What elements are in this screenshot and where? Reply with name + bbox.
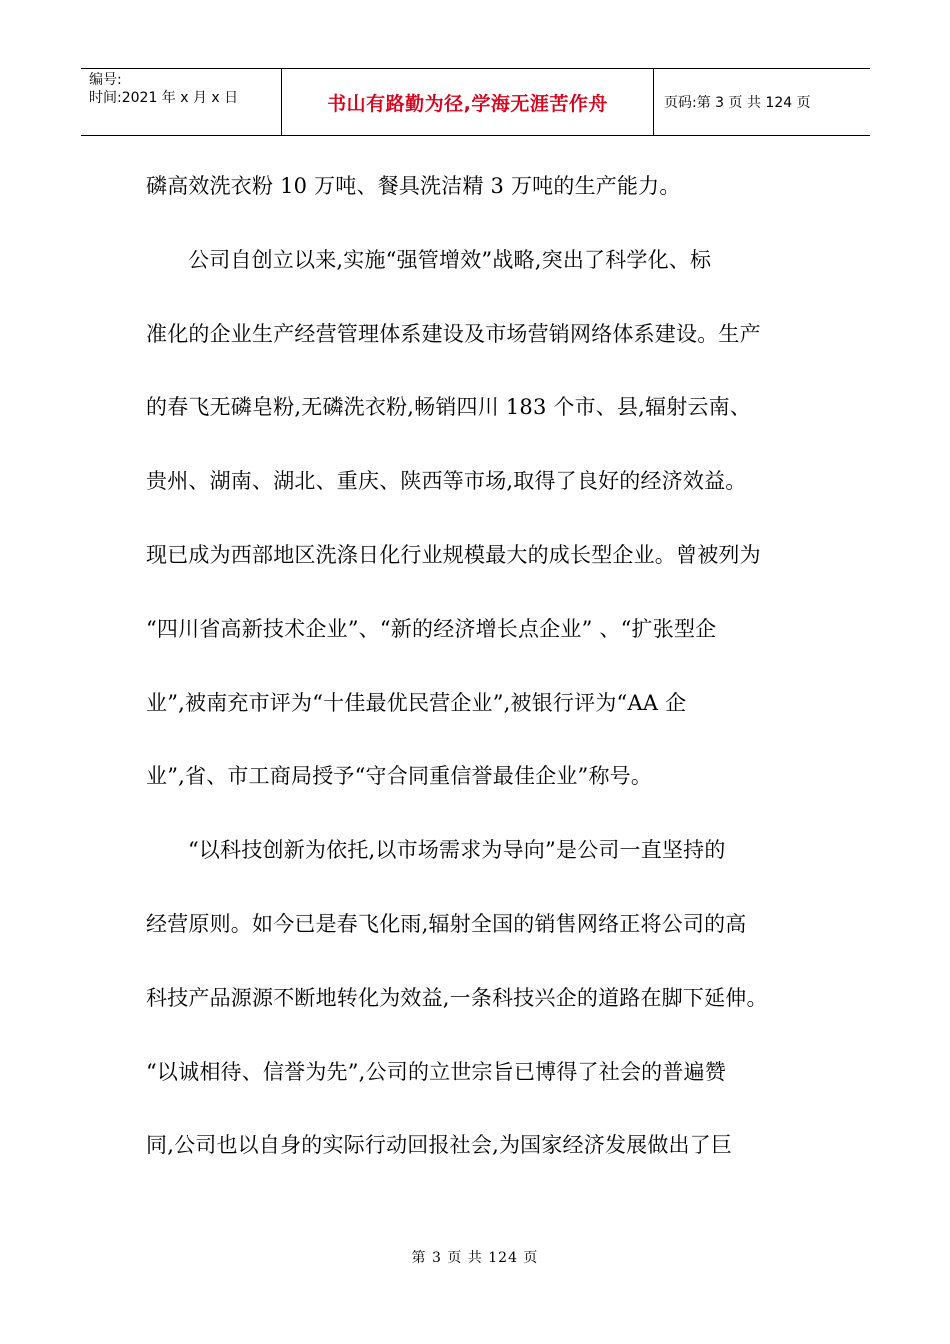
body-line: 准化的企业生产经营管理体系建设及市场营销网络体系建设。生产 (146, 321, 761, 346)
body-line: 现已成为西部地区洗涤日化行业规模最大的成长型企业。曾被列为 (146, 542, 761, 567)
body-line: 经营原则。如今已是春飞化雨,辐射全国的销售网络正将公司的高 (146, 911, 747, 936)
header-motto-cell (282, 69, 654, 135)
document-time-label: 时间:2021 年 x 月 x 日 (89, 90, 239, 106)
header-page-cell (654, 69, 870, 135)
body-line: 贵州、湖南、湖北、重庆、陕西等市场,取得了良好的经济效益。 (146, 469, 747, 494)
body-line: “以诚相待、信誉为先”,公司的立世宗旨已博得了社会的普遍赞 (146, 1059, 726, 1084)
page-header (81, 68, 870, 136)
header-motto: 书山有路勤为径,学海无涯苦作舟 (327, 92, 608, 115)
body-text (146, 161, 826, 1194)
body-line: “四川省高新技术企业”、“新的经济增长点企业” 、“扩张型企 (146, 616, 717, 641)
page-footer (0, 1247, 950, 1267)
document-number-label: 编号: (89, 72, 122, 88)
body-line: 科技产品源源不断地转化为效益,一条科技兴企的道路在脚下延伸。 (146, 985, 768, 1010)
header-meta-cell (81, 69, 282, 135)
body-line: 业”,省、市工商局授予“守合同重信誉最佳企业”称号。 (146, 764, 653, 789)
body-line: 磷高效洗衣粉 10 万吨、餐具洗洁精 3 万吨的生产能力。 (146, 174, 681, 198)
footer-page-number: 第 3 页 共 124 页 (411, 1250, 539, 1266)
body-line: 的春飞无磷皂粉,无磷洗衣粉,畅销四川 183 个市、县,辐射云南、 (146, 395, 752, 420)
header-page-info: 页码:第 3 页 共 124 页 (664, 95, 811, 111)
body-line: 业”,被南充市评为“十佳最优民营企业”,被银行评为“AA 企 (146, 690, 687, 715)
body-line: 公司自创立以来,实施“强管增效”战略,突出了科学化、标 (188, 247, 712, 272)
body-line: “以科技创新为依托,以市场需求为导向”是公司一直坚持的 (188, 838, 726, 863)
body-line: 同,公司也以自身的实际行动回报社会,为国家经济发展做出了巨 (146, 1133, 733, 1158)
